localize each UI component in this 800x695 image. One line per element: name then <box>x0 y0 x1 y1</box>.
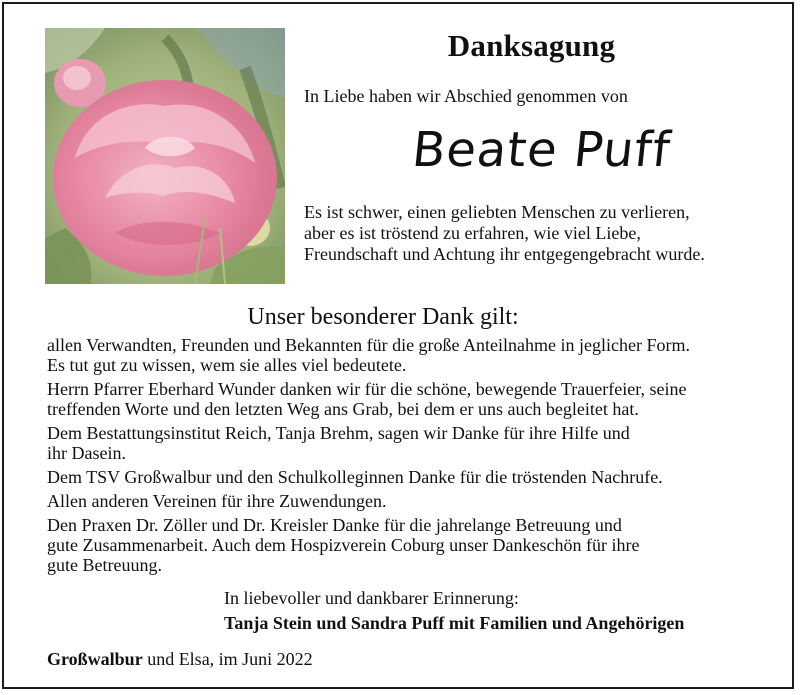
thanks-line: Den Praxen Dr. Zöller und Dr. Kreisler Danke für die jahrelange Betreuung und <box>47 515 622 535</box>
signers: Tanja Stein und Sandra Puff mit Familien und Angehörigen <box>224 613 685 633</box>
quote-line: aber es ist tröstend zu erfahren, wie viel Liebe, <box>304 223 641 243</box>
thanks-paragraph <box>47 379 767 419</box>
quote-line: Es ist schwer, einen geliebten Menschen zu verlieren, <box>304 202 690 222</box>
thanks-line: Herrn Pfarrer Eberhard Wunder danken wir für die schöne, bewegende Trauerfeier, seine <box>47 379 687 399</box>
thanks-line: Dem Bestattungsinstitut Reich, Tanja Brehm, sagen wir Danke für ihre Hilfe und <box>47 423 630 443</box>
thanks-paragraph <box>47 467 767 487</box>
place-date-rest: und Elsa, im Juni 2022 <box>142 649 313 669</box>
place-date <box>47 649 313 670</box>
thanks-paragraph <box>47 491 767 511</box>
thanks-line: Dem TSV Großwalbur und den Schulkolleginnen Danke für die tröstenden Nachrufe. <box>47 467 663 487</box>
quote-block <box>304 202 754 265</box>
intro-text: In Liebe haben wir Abschied genommen von <box>304 86 628 106</box>
thanks-list <box>47 335 767 579</box>
thanks-line: gute Zusammenarbeit. Auch dem Hospizverein Coburg unser Dankeschön für ihre <box>47 535 640 555</box>
closing-text: In liebevoller und dankbarer Erinnerung: <box>224 588 519 608</box>
place-name: Großwalbur <box>47 649 143 669</box>
thanks-line: gute Betreuung. <box>47 555 162 575</box>
thanks-paragraph <box>47 335 767 375</box>
deceased-name: Beate Puff <box>409 122 674 178</box>
thanks-line: treffenden Worte und den letzten Weg ans Grab, bei dem er uns auch begleitet hat. <box>47 399 639 419</box>
quote-line: Freundschaft und Achtung ihr entgegengebracht wurde. <box>304 244 705 264</box>
thanks-heading: Unser besonderer Dank gilt: <box>247 304 519 330</box>
thanks-line: Es tut gut zu wissen, wem sie alles viel bedeutete. <box>47 355 407 375</box>
obituary-notice-frame <box>2 2 794 689</box>
thanks-paragraph <box>47 423 767 463</box>
thanks-line: allen Verwandten, Freunden und Bekannten für die große Anteilnahme in jeglicher Form. <box>47 335 690 355</box>
notice-title: Danksagung <box>447 28 616 63</box>
thanks-paragraph <box>47 515 767 575</box>
thanks-line: Allen anderen Vereinen für ihre Zuwendungen. <box>47 491 387 511</box>
peony-flower-photo <box>45 28 285 284</box>
thanks-line: ihr Dasein. <box>47 443 126 463</box>
